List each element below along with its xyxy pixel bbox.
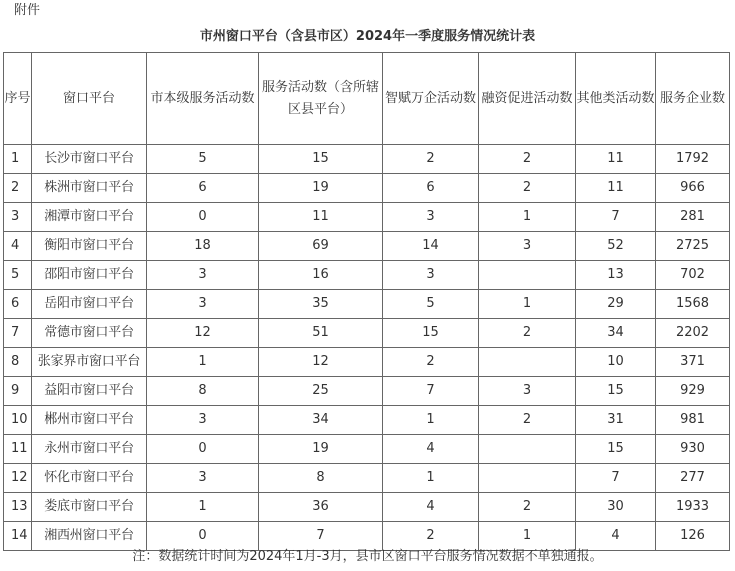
cell-other: 34 (576, 319, 656, 348)
cell-city-level: 0 (147, 435, 259, 464)
cell-platform: 湘潭市窗口平台 (32, 203, 147, 232)
cell-no: 10 (4, 406, 32, 435)
cell-platform: 长沙市窗口平台 (32, 145, 147, 174)
cell-zhifu: 1 (383, 464, 479, 493)
cell-no: 5 (4, 261, 32, 290)
cell-zhifu: 4 (383, 493, 479, 522)
cell-financing: 2 (479, 319, 576, 348)
cell-financing: 1 (479, 290, 576, 319)
header-other: 其他类活动数 (576, 53, 656, 145)
cell-platform: 湘西州窗口平台 (32, 522, 147, 551)
cell-other: 31 (576, 406, 656, 435)
cell-city-level: 12 (147, 319, 259, 348)
table-row (4, 406, 730, 435)
cell-platform: 邵阳市窗口平台 (32, 261, 147, 290)
cell-zhifu: 5 (383, 290, 479, 319)
cell-service-activities: 11 (259, 203, 383, 232)
table-row (4, 348, 730, 377)
cell-city-level: 3 (147, 464, 259, 493)
cell-no: 9 (4, 377, 32, 406)
cell-city-level: 8 (147, 377, 259, 406)
cell-city-level: 6 (147, 174, 259, 203)
cell-enterprises: 281 (656, 203, 730, 232)
cell-city-level: 1 (147, 493, 259, 522)
cell-zhifu: 2 (383, 522, 479, 551)
cell-zhifu: 14 (383, 232, 479, 261)
cell-city-level: 3 (147, 290, 259, 319)
cell-platform: 岳阳市窗口平台 (32, 290, 147, 319)
cell-financing: 2 (479, 145, 576, 174)
cell-city-level: 3 (147, 406, 259, 435)
header-financing: 融资促进活动数 (479, 53, 576, 145)
cell-financing (479, 348, 576, 377)
cell-city-level: 0 (147, 522, 259, 551)
table-row (4, 464, 730, 493)
cell-no: 7 (4, 319, 32, 348)
cell-city-level: 1 (147, 348, 259, 377)
cell-platform: 怀化市窗口平台 (32, 464, 147, 493)
cell-financing (479, 435, 576, 464)
table-row (4, 377, 730, 406)
cell-no: 6 (4, 290, 32, 319)
header-city-level: 市本级服务活动数 (147, 53, 259, 145)
cell-zhifu: 2 (383, 348, 479, 377)
cell-zhifu: 7 (383, 377, 479, 406)
cell-enterprises: 126 (656, 522, 730, 551)
table-body (4, 145, 730, 551)
cell-service-activities: 69 (259, 232, 383, 261)
cell-no: 4 (4, 232, 32, 261)
cell-platform: 益阳市窗口平台 (32, 377, 147, 406)
cell-other: 4 (576, 522, 656, 551)
cell-financing: 3 (479, 232, 576, 261)
cell-zhifu: 15 (383, 319, 479, 348)
cell-enterprises: 966 (656, 174, 730, 203)
cell-no: 11 (4, 435, 32, 464)
cell-other: 7 (576, 464, 656, 493)
cell-other: 11 (576, 145, 656, 174)
header-no: 序号 (4, 53, 32, 145)
cell-no: 1 (4, 145, 32, 174)
cell-platform: 永州市窗口平台 (32, 435, 147, 464)
cell-other: 52 (576, 232, 656, 261)
cell-no: 3 (4, 203, 32, 232)
cell-no: 2 (4, 174, 32, 203)
cell-no: 13 (4, 493, 32, 522)
cell-enterprises: 981 (656, 406, 730, 435)
cell-financing: 2 (479, 493, 576, 522)
cell-other: 7 (576, 203, 656, 232)
table-header-row (4, 53, 730, 145)
header-enterprises: 服务企业数 (656, 53, 730, 145)
cell-enterprises: 929 (656, 377, 730, 406)
table-row (4, 319, 730, 348)
cell-service-activities: 34 (259, 406, 383, 435)
cell-service-activities: 15 (259, 145, 383, 174)
cell-financing: 2 (479, 174, 576, 203)
cell-enterprises: 1933 (656, 493, 730, 522)
header-platform: 窗口平台 (32, 53, 147, 145)
cell-other: 10 (576, 348, 656, 377)
cell-financing (479, 261, 576, 290)
cell-platform: 郴州市窗口平台 (32, 406, 147, 435)
cell-zhifu: 1 (383, 406, 479, 435)
table-row (4, 435, 730, 464)
cell-service-activities: 19 (259, 435, 383, 464)
cell-service-activities: 25 (259, 377, 383, 406)
cell-zhifu: 3 (383, 203, 479, 232)
table-row (4, 145, 730, 174)
cell-other: 15 (576, 435, 656, 464)
cell-service-activities: 16 (259, 261, 383, 290)
cell-city-level: 5 (147, 145, 259, 174)
footnote: 注：数据统计时间为2024年1月-3月，县市区窗口平台服务情况数据不单独通报。 (132, 549, 603, 564)
header-service-activities: 服务活动数（含所辖区县平台） (259, 53, 383, 145)
cell-enterprises: 2202 (656, 319, 730, 348)
cell-other: 11 (576, 174, 656, 203)
cell-zhifu: 4 (383, 435, 479, 464)
cell-platform: 株洲市窗口平台 (32, 174, 147, 203)
cell-service-activities: 7 (259, 522, 383, 551)
cell-financing: 3 (479, 377, 576, 406)
cell-enterprises: 1792 (656, 145, 730, 174)
cell-enterprises: 702 (656, 261, 730, 290)
cell-other: 13 (576, 261, 656, 290)
table-row (4, 290, 730, 319)
cell-other: 29 (576, 290, 656, 319)
cell-city-level: 3 (147, 261, 259, 290)
table-row (4, 261, 730, 290)
cell-enterprises: 2725 (656, 232, 730, 261)
cell-financing: 1 (479, 522, 576, 551)
cell-financing: 2 (479, 406, 576, 435)
cell-other: 15 (576, 377, 656, 406)
cell-service-activities: 19 (259, 174, 383, 203)
cell-zhifu: 2 (383, 145, 479, 174)
cell-platform: 张家界市窗口平台 (32, 348, 147, 377)
cell-city-level: 18 (147, 232, 259, 261)
document-title: 市州窗口平台（含县市区）2024年一季度服务情况统计表 (199, 29, 536, 44)
cell-other: 30 (576, 493, 656, 522)
cell-no: 8 (4, 348, 32, 377)
cell-service-activities: 51 (259, 319, 383, 348)
statistics-table (3, 52, 730, 551)
cell-platform: 常德市窗口平台 (32, 319, 147, 348)
header-zhifu: 智赋万企活动数 (383, 53, 479, 145)
cell-platform: 娄底市窗口平台 (32, 493, 147, 522)
cell-no: 14 (4, 522, 32, 551)
cell-financing (479, 464, 576, 493)
table-row (4, 203, 730, 232)
table-row (4, 174, 730, 203)
cell-city-level: 0 (147, 203, 259, 232)
cell-enterprises: 277 (656, 464, 730, 493)
table-row (4, 522, 730, 551)
attachment-label: 附件 (14, 3, 41, 18)
cell-financing: 1 (479, 203, 576, 232)
cell-service-activities: 12 (259, 348, 383, 377)
cell-no: 12 (4, 464, 32, 493)
cell-enterprises: 1568 (656, 290, 730, 319)
cell-enterprises: 371 (656, 348, 730, 377)
cell-service-activities: 8 (259, 464, 383, 493)
cell-zhifu: 6 (383, 174, 479, 203)
cell-service-activities: 35 (259, 290, 383, 319)
table-row (4, 493, 730, 522)
cell-enterprises: 930 (656, 435, 730, 464)
cell-zhifu: 3 (383, 261, 479, 290)
cell-platform: 衡阳市窗口平台 (32, 232, 147, 261)
table-row (4, 232, 730, 261)
cell-service-activities: 36 (259, 493, 383, 522)
